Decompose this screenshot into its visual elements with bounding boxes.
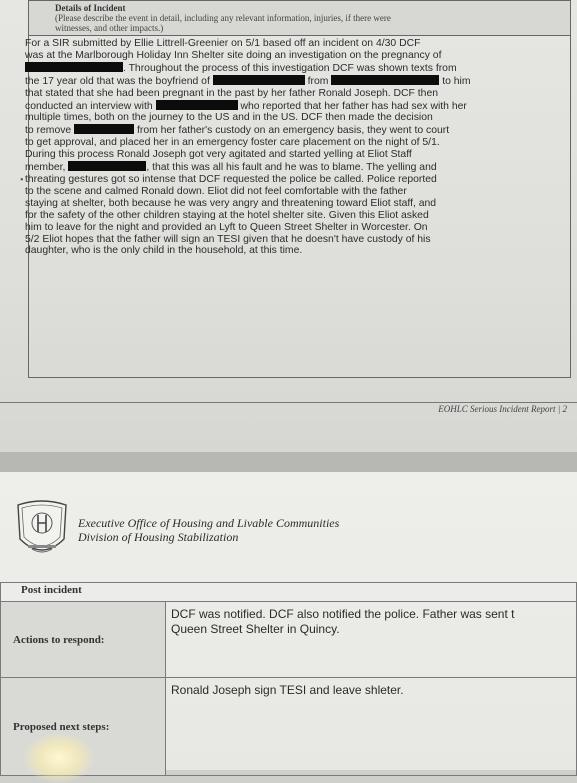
redaction-bar bbox=[331, 75, 439, 85]
actions-to-respond-value: DCF was notified. DCF also notified the police. Father was sent t Queen Street Shelter in Quincy. bbox=[166, 602, 577, 678]
stray-mark: • bbox=[20, 175, 24, 186]
incident-narrative: For a SIR submitted by Ellie Littrell-Greenier on 5/1 based off an incident on 4/30 DCF was at the Marlborough Holiday Inn Shelter site doing an investigation on the pregnancy of . Throughout the process of this investigation DCF was shown texts from the 17 year old that was the boyfriend of from to him that stated that she had been pregnant in the past by her father Ronald Joseph. DCF then conducted an interview with who reported that her father has had sex with her multiple times, both on the journey to the US and in the US. DCF then made the decision to remove from her father's custody on an emergency basis, they went to court to get approval, and placed her in an emergency foster care placement on the night of 5/1. During this process Ronald Joseph got very agitated and started yelling at Eliot Staff member, , that this was all his fault and he was to blame. The yelling and threating gestures got so intense that DCF requested the police be called. Police reported to the scene and calmed Ronald down. Eliot did not feel comfortable with the father staying at shelter, both because he was very angry and threatening toward Eliot staff, and for the safety of the other children staying at the hotel shelter site. Given this Eliot asked him to leave for the night and provided an Lyft to Queen Street Shelter in Worcester. On 5/2 Eliot hopes that the father will sign an TESI given that he doesn't have custody of his daughter, who is the only child in the household, at this time. bbox=[25, 38, 471, 257]
redaction-bar bbox=[25, 62, 123, 72]
section-instructions: (Please describe the event in detail, including any relevant information, injuries, if there were witnesses, and other impacts.) bbox=[55, 13, 391, 33]
redaction-bar bbox=[74, 124, 134, 134]
redaction-bar bbox=[156, 100, 238, 110]
post-incident-header: Post incident bbox=[1, 583, 577, 602]
massachusetts-seal-icon bbox=[14, 499, 70, 561]
incident-details-header bbox=[29, 1, 570, 36]
proposed-next-steps-value: Ronald Joseph sign TESI and leave shleter. bbox=[166, 678, 577, 776]
page-footer: EOHLC Serious Incident Report | 2 bbox=[438, 404, 567, 414]
redaction-bar bbox=[213, 75, 305, 85]
section-title: Details of Incident bbox=[55, 3, 126, 13]
page-footer-rule bbox=[0, 402, 577, 403]
page-gap bbox=[0, 452, 577, 472]
report-page-3 bbox=[0, 472, 577, 770]
actions-to-respond-label: Actions to respond: bbox=[1, 602, 166, 678]
redaction-bar bbox=[68, 161, 146, 171]
proposed-next-steps-label: Proposed next steps: bbox=[1, 678, 166, 776]
camera-glare bbox=[24, 733, 94, 783]
agency-name: Executive Office of Housing and Livable Communities Division of Housing Stabilization bbox=[78, 516, 340, 544]
